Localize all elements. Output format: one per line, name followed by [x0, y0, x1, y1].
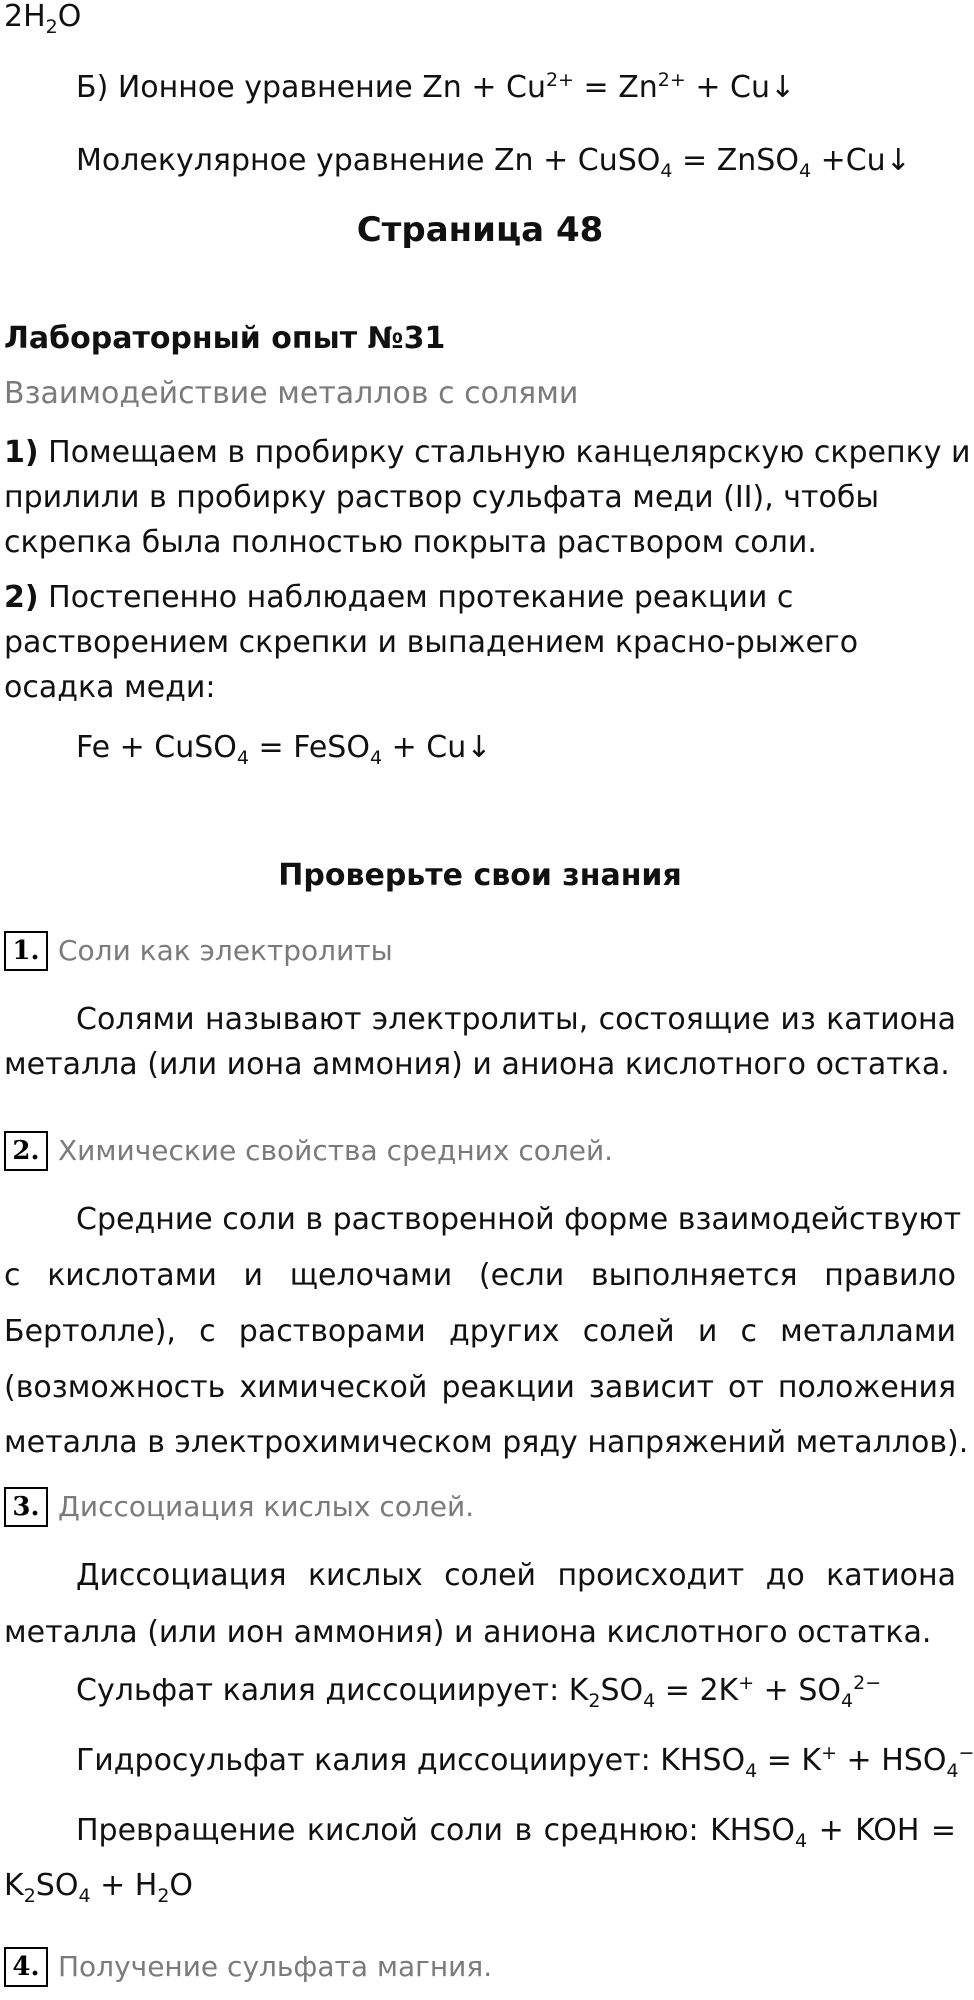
task-number-box: 1. — [4, 931, 48, 971]
task-1-header — [4, 928, 960, 973]
task-number-box: 2. — [4, 1131, 48, 1171]
section-title: Проверьте свои знания — [278, 858, 682, 893]
ionic-equation: Б) Ионное уравнение $Zn + Cu^{2+} = Zn^{2+}$ + Cu↓ — [76, 69, 796, 105]
task-title: Диссоциация кислых солей. — [58, 1490, 475, 1523]
formula-line: $2H_2O$ — [4, 0, 82, 38]
page-title: Страница 48 — [356, 210, 604, 250]
lab-step-2-line-2: растворением скрепки и выпадением красно-рыжего — [4, 625, 859, 660]
conversion-line-1: Превращение кислой соли в среднюю: $KHSO_4$ + KOH = — [76, 1813, 956, 1852]
task-3-line-1: Диссоциация кислых солей происходит до катиона — [76, 1558, 956, 1593]
task-4-header — [4, 1944, 960, 1989]
lab-step-1-line-1: 1) Помещаем в пробирку стальную канцелярскую скрепку и — [4, 435, 971, 470]
task-2-line-4: (возможность химической реакции зависит от положения — [4, 1370, 956, 1405]
task-number-box: 3. — [4, 1487, 48, 1527]
conversion-line-2: $K_2SO_4 + H_2O$ — [4, 1868, 194, 1907]
task-number-box: 4. — [4, 1947, 48, 1987]
task-1-line-1: Солями называют электролиты, состоящие из катиона — [76, 1002, 956, 1037]
task-3-line-2: металла (или ион аммония) и аниона кислотного остатка. — [4, 1615, 932, 1650]
task-1-line-2: металла (или иона аммония) и аниона кислотного остатка. — [4, 1047, 950, 1082]
task-2-header — [4, 1128, 960, 1173]
lab-step-1-line-2: прилили в пробирку раствор сульфата меди (II), чтобы — [4, 480, 880, 515]
lab-equation: Fe + CuSO$_4$ = FeSO$_4$ + Cu↓ — [76, 730, 492, 769]
task-title: Соли как электролиты — [58, 934, 393, 967]
task-3-header — [4, 1484, 960, 1529]
molecular-equation: Молекулярное уравнение Zn + CuSO$_4$ = ZnSO$_4$ +Cu↓ — [76, 143, 911, 182]
lab-step-2-line-3: осадка меди: — [4, 670, 216, 705]
task-2-line-2: с кислотами и щелочами (если выполняется правило — [4, 1258, 956, 1293]
task-title: Химические свойства средних солей. — [58, 1134, 614, 1167]
task-2-line-1: Средние соли в растворенной форме взаимодействуют — [76, 1202, 962, 1237]
lab-step-2-line-1: 2) Постепенно наблюдаем протекание реакции с — [4, 580, 794, 615]
hydrosulfate-dissociation: Гидросульфат калия диссоциирует: $KHSO_4 = K^+ + HSO_4^-$ — [76, 1742, 974, 1782]
lab-title: Лабораторный опыт №31 — [4, 321, 446, 356]
lab-subtitle: Взаимодействие металлов с солями — [4, 376, 579, 411]
lab-step-1-line-3: скрепка была полностью покрыта раствором соли. — [4, 525, 817, 560]
sulfate-dissociation: Сульфат калия диссоциирует: $K_2SO_4 = 2K^+ + SO_4^{2-}$ — [76, 1672, 882, 1712]
task-2-line-5: металла в электрохимическом ряду напряжений металлов). — [4, 1425, 969, 1460]
task-title: Получение сульфата магния. — [58, 1950, 493, 1983]
task-2-line-3: Бертолле), с растворами других солей и с металлами — [4, 1314, 956, 1349]
